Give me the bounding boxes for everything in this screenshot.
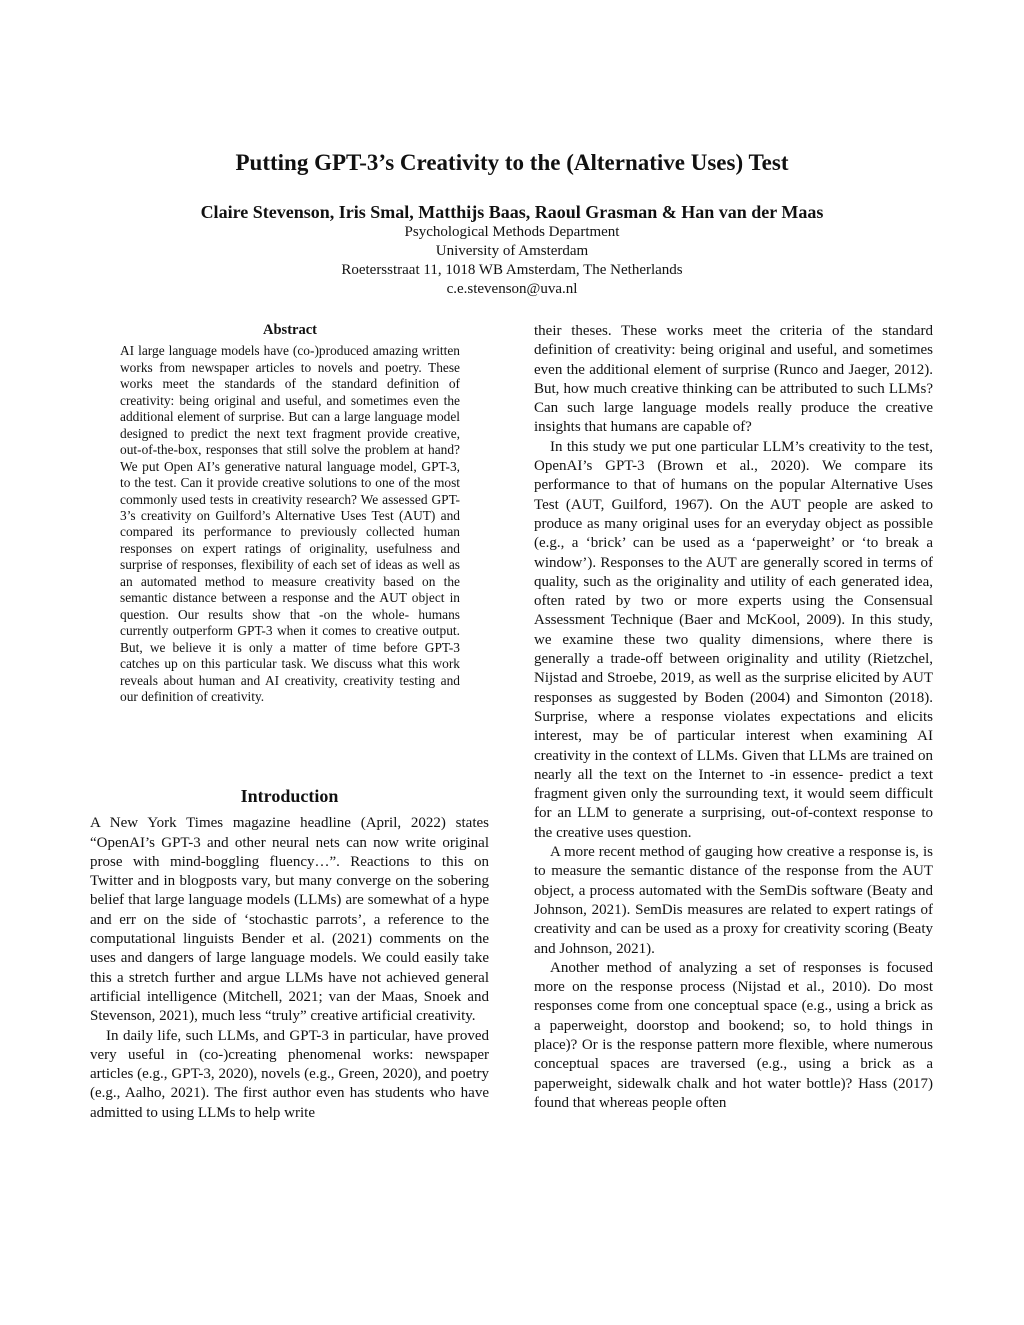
affiliation-department: Psychological Methods Department <box>404 224 620 240</box>
author-email: c.e.stevenson@uva.nl <box>446 281 578 297</box>
right-paragraph-4: Another method of analyzing a set of responses is focused more on the response process (Nijstad et al., 2010). Do most responses come from one conceptual space (e.g., using a brick as a paperweight, doorstop and bookend; so, to hold things in place)? Or is the response pattern more flexible, where numerous conceptual spaces are traversed (e.g., using a brick as a paperweight, sidewalk chalk and hot water bottle)? Hass (2017) found that whereas people often <box>534 959 933 1111</box>
right-paragraph-1: their theses. These works meet the criteria of the standard definition of creativity: being original and useful, and sometimes even the additional element of surprise (Runco and Jaeger, 2012). But, how much creative thinking can be attributed to such LLMs? Can such large language models really produce the creative insights that humans are capable of? <box>534 323 933 436</box>
introduction-heading: Introduction <box>240 786 339 806</box>
right-column <box>534 322 933 1113</box>
abstract-heading: Abstract <box>263 322 317 338</box>
paper-title: Putting GPT-3’s Creativity to the (Alternative Uses) Test <box>235 150 789 175</box>
abstract-section <box>120 322 460 705</box>
introduction-paragraph-2: In daily life, such LLMs, and GPT-3 in particular, have proved very useful in (co-)creating phenomenal works: newspaper articles (e.g., GPT-3, 2020), novels (e.g., Green, 2020), and poetry (e.g., Aalho, 2021). The first author even has students who have admitted to using LLMs to help write <box>90 1027 489 1121</box>
introduction-section <box>90 787 489 1123</box>
introduction-paragraph-1: A New York Times magazine headline (April, 2022) states “OpenAI’s GPT-3 and other neural nets can now write original prose with mind-boggling fluency…”. Reactions to this on Twitter and in blogposts vary, but many converge on the sobering belief that large language models (LLMs) are somewhat of a hype and err on the side of ‘stochastic parrots’, a reference to the computational linguists Bender et al. (2021) comments on the uses and dangers of large language models. We could easily take this a stretch further and argue LLMs have not achieved general artificial intelligence (Mitchell, 2021; van der Maas, Snoek and Stevenson, 2021), much less “truly” creative artificial creativity. <box>90 815 489 1025</box>
right-paragraph-2: In this study we put one particular LLM’s creativity to the test, OpenAI’s GPT-3 (Brown et al., 2020). We compare its performance to that of humans on the popular Alternative Uses Test (AUT, Guilford, 1967). On the AUT people are asked to produce as many original uses for an everyday object as possible (e.g., a ‘brick’ can be used as a ‘paperweight’ or ‘to break a window’). Responses to the AUT are generally scored in terms of quality, such as the originality and utility of each generated idea, often rated by two or more experts using the Consensual Assessment Technique (Baer and McKool, 2009). In this study, we examine these two quality dimensions, where there is generally a trade-off between originality and utility (Rietzchel, Nijstad and Stroebe, 2019, as well as the surprise elicited by AUT responses as suggested by Boden (2004) and Simonton (2018). Surprise, where a response violates expectations and elicits interest, may be of particular interest when examining AI creativity in the context of LLMs. Given that LLMs are trained on nearly all the text on the Internet to -in essence- predict a text fragment given only the surrounding text, it would seem difficult for an LLM to generate a surprising, out-of-context response to the creative uses question. <box>534 438 933 841</box>
author-list: Claire Stevenson, Iris Smal, Matthijs Baas, Raoul Grasman & Han van der Maas <box>200 202 824 222</box>
affiliation-university: University of Amsterdam <box>435 243 589 259</box>
abstract-text: AI large language models have (co-)produced amazing written works from newspaper articles to novels and poetry. These works meet the standards of the standard definition of creativity: being original and useful, and sometimes even the additional element of surprise. But can a large language model designed to predict the next text fragment provide creative, out-of-the-box, responses that still solve the problem at hand? We put Open AI’s generative natural language model, GPT-3, to the test. Can it provide creative solutions to one of the most commonly used tests in creativity research? We assessed GPT-3’s creativity on Guilford’s Alternative Uses Test (AUT) and compared its performance to previously collected human responses on expert ratings of originality, usefulness and surprise of responses, flexibility of each set of ideas as well as an automated method to measure creativity based on the semantic distance between a response and the AUT object in question. Our results show that -on the whole- humans currently outperform GPT-3 when it comes to creative output. But, we believe it is only a matter of time before GPT-3 catches up on this particular task. We discuss what this work reveals about human and AI creativity, creativity testing and our definition of creativity. <box>120 343 460 704</box>
right-paragraph-3: A more recent method of gauging how creative a response is, is to measure the semantic distance of the response from the AUT object, a process automated with the SemDis software (Beaty and Johnson, 2021). SemDis measures are related to expert ratings of creativity and can be used as a proxy for creativity scoring (Beaty and Johnson, 2021). <box>534 844 933 957</box>
affiliation-address: Roetersstraat 11, 1018 WB Amsterdam, The Netherlands <box>341 262 683 278</box>
